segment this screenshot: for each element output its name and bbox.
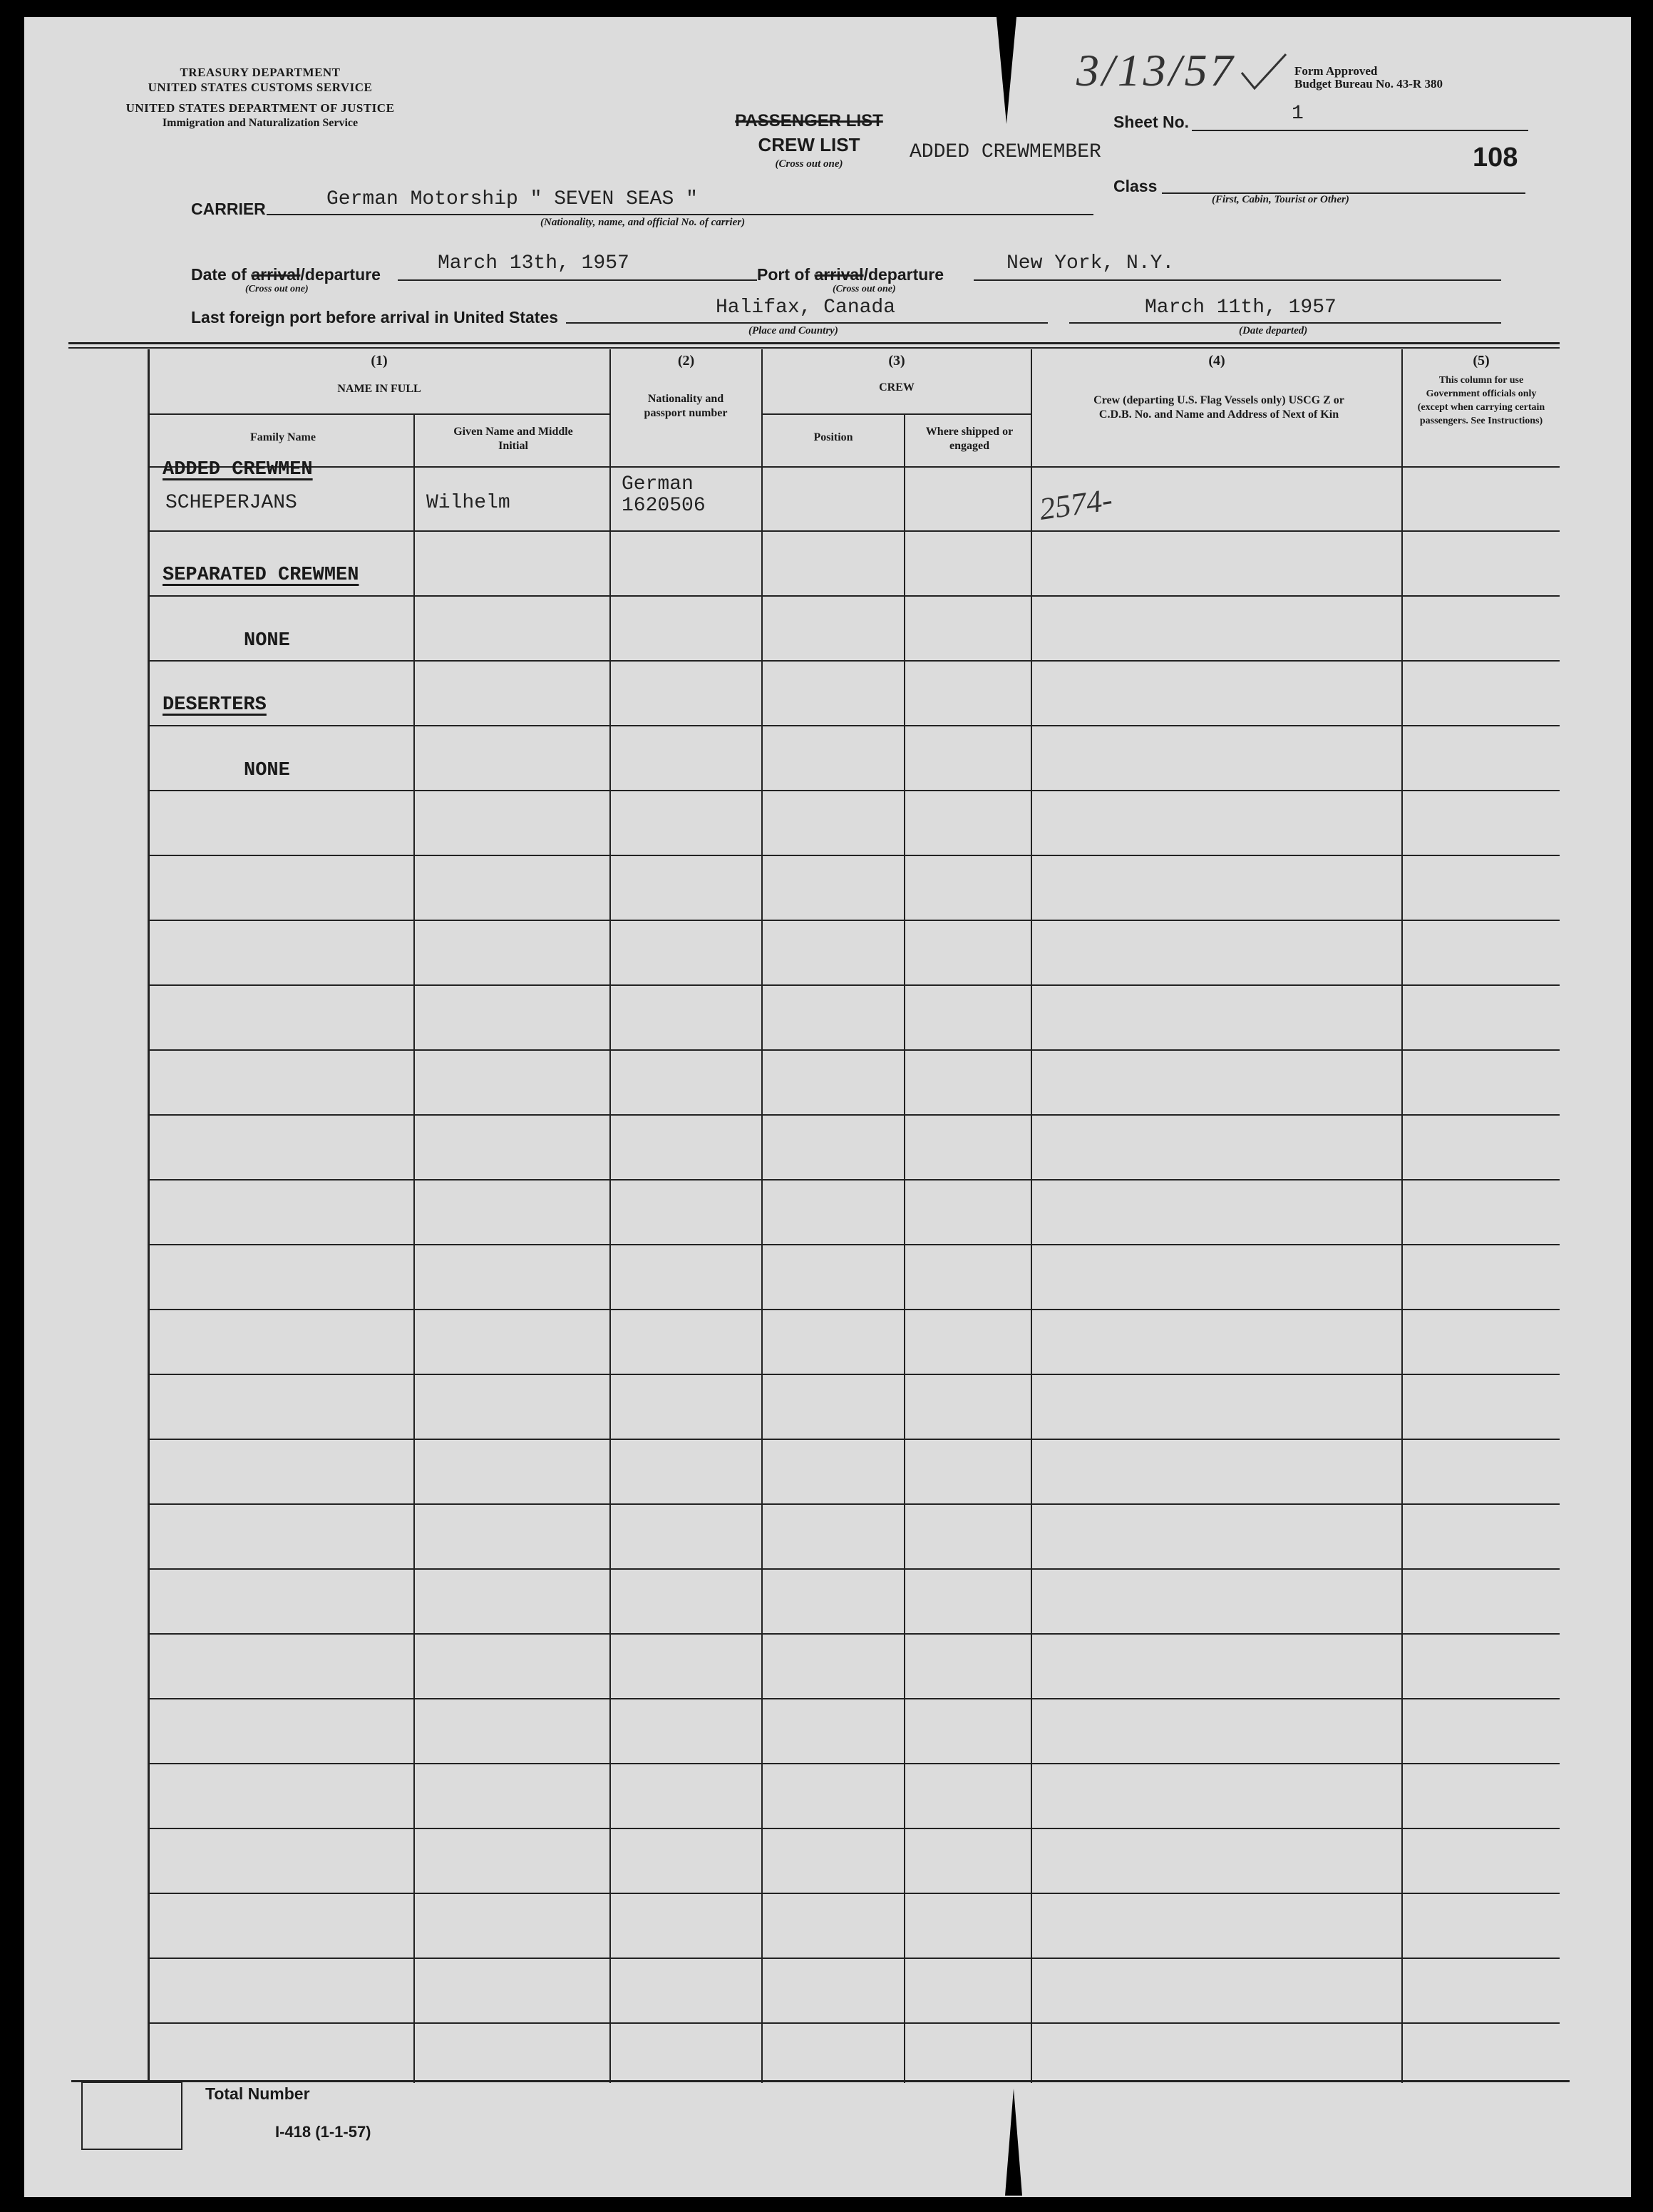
date-value: March 13th, 1957 [438,252,629,274]
last-port-date-note: (Date departed) [1239,325,1308,336]
agency-line-1: TREASURY DEPARTMENT [180,66,341,79]
sheet-line [1192,130,1528,131]
last-port-date: March 11th, 1957 [1145,297,1337,319]
deserters-heading: DESERTERS [163,694,267,716]
handwritten-date: 3/13/57 [1076,45,1236,96]
last-port-place: Halifax, Canada [716,297,896,319]
separated-crewmen-heading: SEPARATED CREWMEN [163,565,359,586]
form-approved-1: Form Approved [1294,64,1378,78]
last-port-label: Last foreign port before arrival in United States [191,308,559,326]
nationality-cell: German [622,473,694,495]
col-line-nationality [761,349,763,2083]
c1-title: NAME IN FULL [337,383,421,395]
sheet-label: Sheet No. [1113,113,1190,131]
last-port-place-note: (Place and Country) [748,325,838,336]
date-line [398,279,757,281]
agency-line-2: UNITED STATES CUSTOMS SERVICE [148,81,373,94]
col-line-family [413,413,415,2083]
col-line-left [148,349,150,2083]
last-port-line [566,322,1048,324]
c1a-title: Family Name [250,431,316,443]
c1-num: (1) [371,353,388,369]
c4-title: Crew (departing U.S. Flag Vessels only) USCG Z or C.D.B. No. and Name and Address of Next of Kin [1093,394,1344,421]
added-crewmember-label: ADDED CREWMEMBER [910,141,1101,163]
carrier-note: (Nationality, name, and official No. of carrier) [540,217,746,228]
agency-line-4: Immigration and Naturalization Service [162,117,359,129]
added-crewmen-heading: ADDED CREWMEN [163,459,313,480]
sheet-value: 1 [1292,103,1304,125]
handwritten-kin-note: 2574- [1037,482,1115,527]
header-bottom-line [148,466,1560,468]
total-number-box [81,2082,182,2150]
port-line [974,279,1501,281]
class-label: Class [1113,177,1158,195]
form-number: I-418 (1-1-57) [275,2123,371,2141]
c5-title: This column for use Government officials only (except when carrying certain passengers. See Instructions) [1417,375,1545,426]
col-line-given [609,349,611,2083]
c3b-title: Where shipped or engaged [925,426,1014,452]
date-note: (Cross out one) [245,284,309,294]
separated-value: NONE [244,630,290,652]
page-number: 108 [1473,143,1518,173]
form-approved-2: Budget Bureau No. 43-R 380 [1294,77,1443,91]
col-line-kin [1401,349,1403,2083]
c3-title: CREW [879,381,915,393]
family-name-cell: SCHEPERJANS [165,492,297,514]
carrier-line [267,214,1093,215]
passenger-list-title: PASSENGER LIST [735,111,883,130]
deserters-value: NONE [244,760,290,781]
passport-cell: 1620506 [622,495,706,517]
c3-num: (3) [888,353,905,369]
date-label: Date of arrival/departure [191,265,381,284]
col-line-shipped [1031,349,1032,2083]
port-note: (Cross out one) [833,284,896,294]
last-port-date-line [1069,322,1501,324]
c4-num: (4) [1208,353,1225,369]
carrier-label: CARRIER [191,200,266,218]
list-type-note: (Cross out one) [775,158,843,170]
c5-num: (5) [1473,353,1490,369]
c2-num: (2) [677,353,695,369]
checkmark-icon [1239,51,1289,94]
col-line-position [904,413,905,2083]
given-name-cell: Wilhelm [426,492,510,514]
header-rule-1 [68,342,1560,344]
port-value: New York, N.Y. [1006,252,1175,274]
crew-list-title: CREW LIST [758,134,860,155]
bottom-tear [1005,2089,1022,2196]
port-label: Port of arrival/departure [757,265,944,284]
c2-title: Nationality and passport number [644,393,728,419]
carrier-value: German Motorship " SEVEN SEAS " [326,188,698,210]
c3a-title: Position [813,431,853,443]
total-number-label: Total Number [205,2084,310,2103]
agency-line-3: UNITED STATES DEPARTMENT OF JUSTICE [125,101,395,115]
header-rule-2 [68,347,1560,349]
top-tear [997,17,1016,124]
c1-subline [148,413,611,415]
class-note: (First, Cabin, Tourist or Other) [1212,194,1349,205]
c1b-title: Given Name and Middle Initial [453,426,573,452]
c3-subline [761,413,1032,415]
